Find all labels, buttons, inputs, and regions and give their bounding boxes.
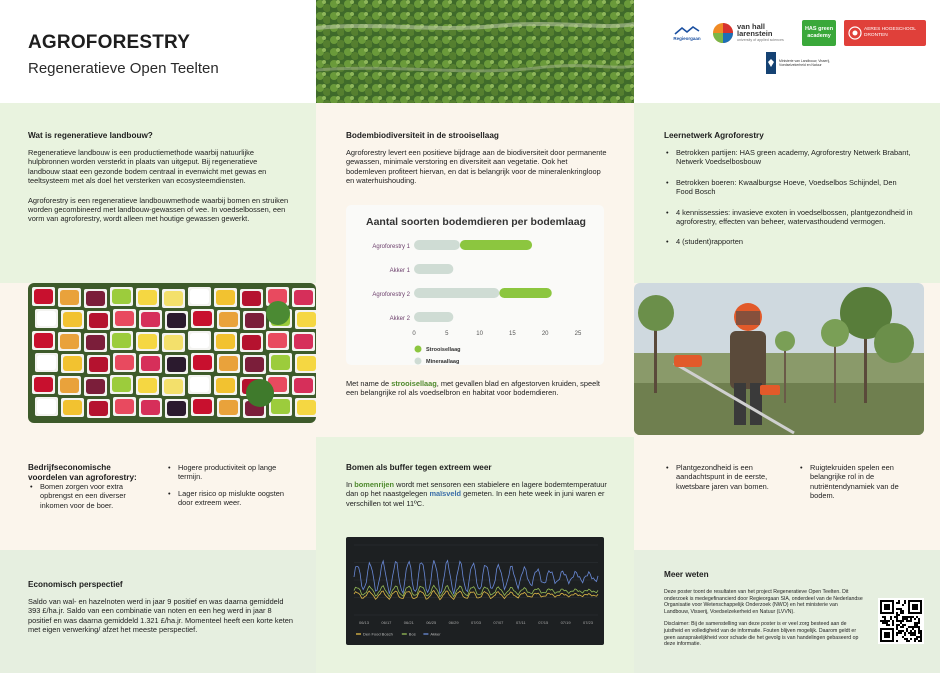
qr-module (918, 630, 920, 632)
qr-module (910, 618, 912, 620)
fruit (63, 312, 82, 327)
benefits-list-left (28, 482, 148, 510)
tick-label: 10 (476, 331, 483, 337)
fruit (86, 335, 105, 350)
qr-module (898, 600, 900, 602)
list-item: • Lager risico op mislukte oogsten door extreem weer. (166, 489, 286, 508)
fruit-photo-panel (0, 283, 316, 437)
paragraph: Saldo van wal- en hazelnoten werd in jaar 9 positief en was daarna gemiddeld 393 £/ha.jr. Saldo van een combinatie van noten en een heg werd in jaar 8 positief en was daarna gemiddeld 1.321 £/ha.jr. Momenteel heeft een korte keten met eigen verwerking/ afzet het meeste perspectief. (28, 597, 294, 635)
section-more-info (634, 550, 940, 673)
qr-module (900, 610, 902, 612)
fruit (86, 291, 105, 306)
qr-module (902, 610, 904, 612)
fruit (164, 291, 183, 306)
qr-module (886, 624, 888, 626)
fruit (141, 400, 160, 415)
paragraph: Regeneratieve landbouw is een productiemethode waarbij natuurlijke hulpbronnen worden versterkt in plaats van uitgeput. Bij regeneratieve landbouw staat een gezonde bodem centraal in evenwicht met gewas en teeltsysteem met als doel het versterken van ecosysteemdiensten. (28, 148, 267, 186)
plant-health-list-left (664, 463, 782, 491)
bar-mineraallaag (414, 240, 460, 250)
qr-module (910, 620, 912, 622)
tick-label: 07/15 (538, 620, 549, 625)
fruit (60, 378, 79, 393)
temperature-chart (346, 537, 604, 645)
qr-module (896, 618, 898, 620)
qr-module (902, 636, 904, 638)
section-heading: Bodembiodiversiteit in de strooisellaag (346, 131, 499, 140)
section-heading: Leernetwerk Agroforestry (664, 131, 764, 140)
qr-module (896, 628, 898, 630)
fruit (89, 401, 108, 416)
fruit (167, 313, 186, 328)
header-area (0, 0, 316, 103)
fruit (190, 333, 209, 348)
qr-module (894, 616, 896, 618)
chart-background (346, 537, 604, 645)
fruit (216, 378, 235, 393)
fruit (297, 356, 316, 371)
benefits-list-right (166, 463, 286, 508)
fruit (219, 356, 238, 371)
list-item: • Plantgezondheid is een aandachtspunt in de eerste, kwetsbare jaren van bomen. (664, 463, 782, 491)
qr-module (896, 612, 898, 614)
qr-module (898, 602, 900, 604)
qr-code[interactable] (878, 598, 924, 644)
fruit (60, 334, 79, 349)
qr-module (886, 622, 888, 624)
qr-module (898, 614, 900, 616)
vanhall-logo: van hall larenstein university of applied sciences (712, 20, 802, 46)
qr-module (914, 624, 916, 626)
section-economic-perspective (0, 550, 316, 673)
soil-fauna-chart (346, 205, 604, 365)
qr-module (902, 626, 904, 628)
page-title: AGROFORESTRY (28, 32, 191, 53)
qr-module (898, 630, 900, 632)
section-heading: Bedrijfseconomische voordelen van agroforestry: (28, 463, 137, 482)
tick-label: 5 (445, 331, 449, 337)
legend-label: Bos (408, 631, 416, 637)
qr-module (914, 640, 916, 642)
line-chart-svg (346, 537, 604, 645)
fruit (294, 290, 313, 305)
qr-module (918, 620, 920, 622)
fruit (63, 356, 82, 371)
qr-module (896, 616, 898, 618)
qr-finder (884, 604, 890, 610)
qr-module (888, 620, 890, 622)
qr-finder (884, 632, 890, 638)
qr-module (918, 628, 920, 630)
section-heading: Economisch perspectief (28, 580, 123, 589)
qr-module (898, 624, 900, 626)
qr-module (902, 620, 904, 622)
qr-module (910, 616, 912, 618)
qr-module (890, 616, 892, 618)
fruit (89, 357, 108, 372)
qr-module (900, 620, 902, 622)
qr-module (920, 638, 922, 640)
qr-module (896, 634, 898, 636)
qr-module (900, 612, 902, 614)
legend-marker (415, 346, 422, 353)
list-item: • Hogere productiviteit op lange termijn. (166, 463, 286, 482)
fruit (216, 334, 235, 349)
qr-module (884, 620, 886, 622)
legend-label: Mineraallaag (426, 359, 460, 365)
legend-label: Strooisellaag (426, 347, 461, 353)
qr-module (920, 632, 922, 634)
fruit (112, 333, 131, 348)
qr-module (914, 622, 916, 624)
qr-module (908, 616, 910, 618)
qr-module (890, 618, 892, 620)
qr-module (916, 622, 918, 624)
qr-module (904, 634, 906, 636)
section-plant-health (634, 437, 940, 550)
tick-label: 25 (574, 331, 582, 337)
chart-caption: Met name de strooisellaag, met gevallen blad en afgestorven kruiden, speelt een belangrijke rol als voedselbron en habitat voor bodemdieren. (346, 379, 600, 398)
fruit (138, 334, 157, 349)
qr-module (904, 600, 906, 602)
fruit (60, 290, 79, 305)
qr-module (902, 630, 904, 632)
qr-module (900, 608, 902, 610)
tick-label: 06/21 (403, 620, 414, 625)
qr-module (900, 632, 902, 634)
qr-module (896, 620, 898, 622)
fruit (245, 357, 264, 372)
qr-module (900, 626, 902, 628)
fruit (268, 333, 287, 348)
fruit (34, 333, 53, 348)
fruit (219, 312, 238, 327)
tick-label: 06/13 (358, 620, 370, 625)
qr-module (896, 626, 898, 628)
tick-label: 07/11 (515, 620, 526, 625)
fruit (193, 399, 212, 414)
tick-label: 20 (541, 331, 549, 337)
qr-module (896, 608, 898, 610)
leaves (246, 379, 274, 407)
qr-module (920, 630, 922, 632)
fruit (297, 312, 316, 327)
section-economic-benefits (0, 437, 316, 550)
category-label: Akker 2 (389, 316, 410, 322)
fruit (271, 399, 290, 414)
qr-module (914, 626, 916, 628)
fruit (242, 335, 261, 350)
qr-module (896, 640, 898, 642)
legend-label: Akker (430, 631, 441, 637)
fruit (294, 334, 313, 349)
fruit (112, 289, 131, 304)
fruit (164, 379, 183, 394)
qr-module (898, 620, 900, 622)
fruit (89, 313, 108, 328)
qr-module (918, 640, 920, 642)
qr-module (910, 634, 912, 636)
list-item: • Ruigtekruiden spelen een belangrijke rol in de nutriëntendynamiek van de bodem. (798, 463, 918, 501)
bar-mineraallaag (414, 264, 453, 274)
qr-module (896, 632, 898, 634)
qr-module (904, 638, 906, 640)
qr-module (908, 632, 910, 634)
fruit (216, 290, 235, 305)
plant-health-list-right (798, 463, 918, 501)
qr-module (902, 618, 904, 620)
qr-module (910, 630, 912, 632)
qr-module (900, 630, 902, 632)
page-subtitle: Regeneratieve Open Teelten (28, 60, 219, 77)
qr-module (892, 624, 894, 626)
has-logo: HAS green academy (802, 20, 836, 46)
fruit (115, 399, 134, 414)
tick-label: 07/03 (470, 620, 482, 625)
qr-module (904, 632, 906, 634)
qr-module (882, 620, 884, 622)
qr-module (902, 612, 904, 614)
qr-module (882, 616, 884, 618)
qr-module (906, 638, 908, 640)
qr-finder (912, 604, 918, 610)
list-item: • Bomen zorgen voor extra opbrengst en een diverser inkomen voor de boer. (28, 482, 148, 510)
qr-module (900, 622, 902, 624)
bar-mineraallaag (414, 312, 453, 322)
paragraph: Agroforestry is een regeneratieve landbouwmethode waarbij bomen en struiken worden gecombineerd met landbouw-gewassen of vee. In voedselbossen, een vorm van agroforestry, wordt alleen met houtige gewassen gewerkt. (28, 195, 289, 224)
qr-module (888, 624, 890, 626)
section-soil-biodiversity (316, 103, 634, 437)
section-learning-network (634, 103, 940, 283)
fruit (37, 311, 56, 326)
qr-module (908, 640, 910, 642)
qr-module (880, 620, 882, 622)
qr-module (908, 620, 910, 622)
qr-module (914, 638, 916, 640)
legend-label: Den Food Bosch (363, 631, 393, 637)
tick-label: 07/07 (493, 620, 504, 625)
category-label: Agroforestry 2 (372, 292, 410, 298)
qr-module (910, 638, 912, 640)
fruit-trays-photo (28, 283, 316, 423)
qr-module (912, 626, 914, 628)
qr-module (896, 602, 898, 604)
fruit (115, 355, 134, 370)
fruit (115, 311, 134, 326)
fruit (167, 401, 186, 416)
qr-module (884, 618, 886, 620)
qr-module (902, 604, 904, 606)
qr-module (906, 630, 908, 632)
qr-module (882, 622, 884, 624)
fruit (219, 400, 238, 415)
qr-module (920, 634, 922, 636)
qr-module (904, 624, 906, 626)
qr-module (914, 618, 916, 620)
project-info-text: Deze poster toont de resultaten van het project Regeneratieve Open Teelten. Dit onderzoek is medegefinancierd door Regieorgaan SIA, onderdeel van de Nederlandse Organisatie voor Wetenschappelijk Onderzoek (NWO) en het ministerie van Landbouw, Visserij, Voedselzekerheid en Natuur (LVVN). (664, 589, 863, 615)
fruit (167, 357, 186, 372)
section-heading: Wat is regeneratieve landbouw? (28, 131, 153, 140)
qr-module (916, 638, 918, 640)
category-label: Akker 1 (389, 268, 410, 274)
fruit (141, 356, 160, 371)
category-label: Agroforestry 1 (372, 244, 410, 250)
fruit (63, 400, 82, 415)
fruit (37, 399, 56, 414)
fruit (271, 355, 290, 370)
tick-label: 07/19 (560, 620, 571, 625)
qr-module (904, 602, 906, 604)
qr-module (902, 616, 904, 618)
bar-strooisellaag (499, 288, 551, 298)
qr-module (906, 616, 908, 618)
network-list (664, 148, 914, 247)
qr-module (892, 622, 894, 624)
qr-module (904, 618, 906, 620)
qr-module (912, 632, 914, 634)
paragraph: In bomenrijen wordt met sensoren een stabielere en lagere bodemtemperatuur dan op het naastgelegen maïsveld gemeten. In een hete week in juni waren er verschillen tot wel 11ºC. (346, 480, 607, 508)
qr-module (912, 616, 914, 618)
chart-title: Aantal soorten bodemdieren per bodemlaag (366, 216, 586, 228)
qr-module (912, 634, 914, 636)
qr-module (914, 630, 916, 632)
aerial-forest-photo (316, 0, 634, 103)
fruit (138, 290, 157, 305)
qr-module (906, 628, 908, 630)
list-item: • 4 (student)rapporten (664, 237, 914, 246)
bar-mineraallaag (414, 288, 499, 298)
fruit (37, 355, 56, 370)
tick-label: 06/17 (381, 620, 392, 625)
qr-module (918, 626, 920, 628)
tick-label: 07/23 (582, 620, 594, 625)
qr-module (908, 626, 910, 628)
qr-module (920, 636, 922, 638)
fruit (34, 289, 53, 304)
qr-module (886, 620, 888, 622)
fruit (294, 378, 313, 393)
qr-module (898, 608, 900, 610)
fruit (190, 377, 209, 392)
qr-module (918, 622, 920, 624)
worker-photo-panel (634, 283, 940, 437)
aeres-logo: AERES HOGESCHOOL DRONTEN (844, 20, 926, 46)
qr-module (916, 626, 918, 628)
qr-module (912, 628, 914, 630)
qr-module (884, 616, 886, 618)
fruit (86, 379, 105, 394)
fruit (193, 355, 212, 370)
qr-module (910, 632, 912, 634)
fruit (193, 311, 212, 326)
qr-module (910, 626, 912, 628)
ministerie-logo: Ministerie van Landbouw, Visserij, Voedselzekerheid en Natuur (766, 50, 836, 76)
qr-module (914, 632, 916, 634)
section-extreme-weather (316, 437, 634, 673)
qr-module (916, 616, 918, 618)
list-item: • Betrokken partijen: HAS green academy, Agroforestry Netwerk Brabant, Netwerk Voedselbosbouw (664, 148, 914, 167)
brushcutter-worker-photo (634, 283, 924, 435)
qr-module (918, 636, 920, 638)
legend-marker (415, 358, 422, 365)
disclaimer-text: Disclaimer: Bij de samenstelling van deze poster is er veel zorg besteed aan de juistheid en volledigheid van de informatie. Fouten blijven mogelijk. Daarom geldt er geen aansprakelijkheid voor schade die het gevolg is van handelingen gebaseerd op deze informatie. (664, 621, 859, 648)
regieorgaan-logo: Regieorgaan (668, 22, 706, 44)
qr-module (884, 622, 886, 624)
bar-chart-svg (346, 205, 604, 365)
tick-label: 06/29 (448, 620, 459, 625)
tick-label: 0 (412, 331, 416, 337)
fruit (164, 335, 183, 350)
qr-module (906, 618, 908, 620)
tick-label: 15 (509, 331, 516, 337)
list-item: • Betrokken boeren: Kwaalburgse Hoeve, Voedselbos Schijndel, Den Food Bosch (664, 178, 914, 197)
qr-module (918, 632, 920, 634)
fruit (141, 312, 160, 327)
qr-module (920, 640, 922, 642)
qr-module (898, 632, 900, 634)
fruit (297, 400, 316, 415)
fruit (245, 313, 264, 328)
qr-module (916, 636, 918, 638)
qr-module (896, 614, 898, 616)
qr-module (906, 640, 908, 642)
qr-module (892, 620, 894, 622)
section-heading: Bomen als buffer tegen extreem weer (346, 463, 492, 472)
list-item: • 4 kennissessies: invasieve exoten in voedselbossen, plantgezondheid in agroforestry, effecten van beheer, watervasthoudend vermogen. (664, 208, 914, 227)
qr-module (904, 616, 906, 618)
section-regenerative (0, 103, 316, 283)
qr-module (914, 634, 916, 636)
tick-label: 06/25 (426, 620, 437, 625)
fruit (190, 289, 209, 304)
fruit (112, 377, 131, 392)
qr-module (916, 624, 918, 626)
fruit (138, 378, 157, 393)
fruit (242, 291, 261, 306)
qr-module (906, 620, 908, 622)
fruit (34, 377, 53, 392)
section-heading: Meer weten (664, 570, 709, 579)
paragraph: Agroforestry levert een positieve bijdrage aan de biodiversiteit door permanente gewassen, minimale verstoring en diversiteit aan vegetatie. Ook het bodemleven profiteert hiervan, en dat is belangrijk voor de mineralenkringloop en waterhuishouding. (346, 148, 607, 186)
qr-module (902, 624, 904, 626)
bar-strooisellaag (460, 240, 532, 250)
logo-strip (634, 0, 940, 103)
leaves (266, 301, 290, 325)
qr-module (918, 618, 920, 620)
qr-module (896, 624, 898, 626)
